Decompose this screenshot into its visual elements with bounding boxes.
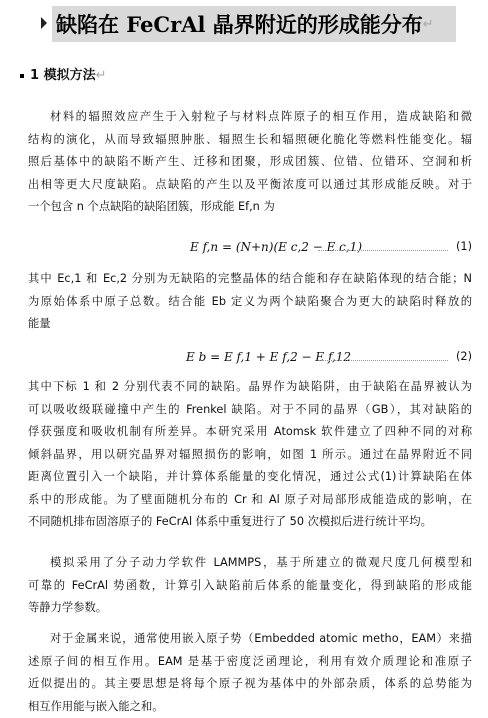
text-line: 俘获强度和吸收机制有所差异。本研究采用 Atomsk 软件建立了四种不同的对称 [28, 421, 472, 444]
text-line: 系中的形成能。为了壁面随机分布的 Cr 和 Al 原子对局部形成能造成的影响，在 [28, 489, 472, 512]
equation-expression: E b = E f,1 + E f,2 − E f,12 [186, 350, 351, 364]
paragraph-mark-icon: ↵ [96, 68, 107, 83]
equation-number: (1) [456, 240, 472, 253]
text-line: 材料的辐照效应产生于入射粒子与材料点阵原子的相互作用，造成缺陷和微 [28, 106, 472, 129]
paragraph-mark-icon: ↵ [423, 17, 434, 32]
paragraph-4 [28, 552, 472, 620]
paragraph-3 [28, 376, 472, 534]
text-line: 出相等更大尺度缺陷。点缺陷的产生以及平衡浓度可以通过其形成能反映。对于 [28, 174, 472, 197]
text-line: 其中 Ec,1 和 Ec,2 分别为无缺陷的完整晶体的结合能和存在缺陷体现的结合能；N [28, 268, 472, 291]
paragraph-2 [28, 268, 472, 336]
text-line: 为原始体系中原子总数。结合能 Eb 定义为两个缺陷聚合为更大的缺陷时释放的 [28, 291, 472, 314]
section-heading: 1 模拟方法↵ [20, 64, 106, 83]
paragraph-1 [28, 106, 472, 219]
equation-1 [0, 238, 488, 260]
title-highlight [52, 6, 456, 42]
heading-bullet-icon [20, 74, 24, 78]
leader-dots [318, 360, 448, 361]
text-line: 照后基体中的缺陷不断产生、迁移和团聚，形成团簇、位错、位错环、空洞和析 [28, 151, 472, 174]
text-line: 结构的演化，从而导致辐照肿胀、辐照生长和辐照硬化脆化等燃料性能变化。辐 [28, 129, 472, 152]
text-line: 可以吸收级联碰撞中产生的 Frenkel 缺陷。对于不同的晶界（GB），其对缺陷的 [28, 399, 472, 422]
text-line: 一个包含 n 个点缺陷的缺陷团簇，形成能 Ef,n 为 [28, 196, 472, 219]
text-line: 述原子间的相互作用。EAM 是基于密度泛函理论，利用有效介质理论和准原子 [28, 651, 472, 674]
text-line: 其中下标 1 和 2 分别代表不同的缺陷。晶界作为缺陷阱，由于缺陷在晶界被认为 [28, 376, 472, 399]
text-line: 对于金属来说，通常使用嵌入原子势（Embedded atomic metho，EAM）来描 [28, 628, 472, 651]
collapse-triangle-icon[interactable] [41, 17, 47, 29]
text-line: 距离位置引入一个缺陷，并计算体系能量的变化情况，通过公式(1)计算缺陷在体 [28, 466, 472, 489]
text-line: 等静力学参数。 [28, 597, 472, 620]
equation-number: (2) [456, 350, 472, 363]
text-line: 可靠的 FeCrAl 势函数，计算引入缺陷前后体系的能量变化，得到缺陷的形成能 [28, 575, 472, 598]
text-line: 不同随机排布固溶原子的 FeCrAl 体系中重复进行了 50 次模拟后进行统计平均。 [28, 511, 472, 534]
text-line: 近似提出的。其主要思想是将每个原子视为基体中的外部杂质，体系的总势能为 [28, 673, 472, 696]
equation-expression: E f,n = (N+n)(E c,2 − E c,1) [190, 240, 362, 254]
paragraph-5 [28, 628, 472, 718]
text-line: 相互作用能与嵌入能之和。 [28, 696, 472, 718]
document-title: 缺陷在 FeCrAl 晶界附近的形成能分布 [52, 9, 423, 39]
text-line: 模拟采用了分子动力学软件 LAMMPS，基于所建立的微观尺度几何模型和 [28, 552, 472, 575]
text-line: 能量 [28, 313, 472, 336]
text-line: 倾斜晶界，用以研究晶界对辐照损伤的影响，如图 1 所示。通过在晶界附近不同 [28, 444, 472, 467]
leader-dots [318, 250, 448, 251]
equation-2 [0, 348, 488, 370]
